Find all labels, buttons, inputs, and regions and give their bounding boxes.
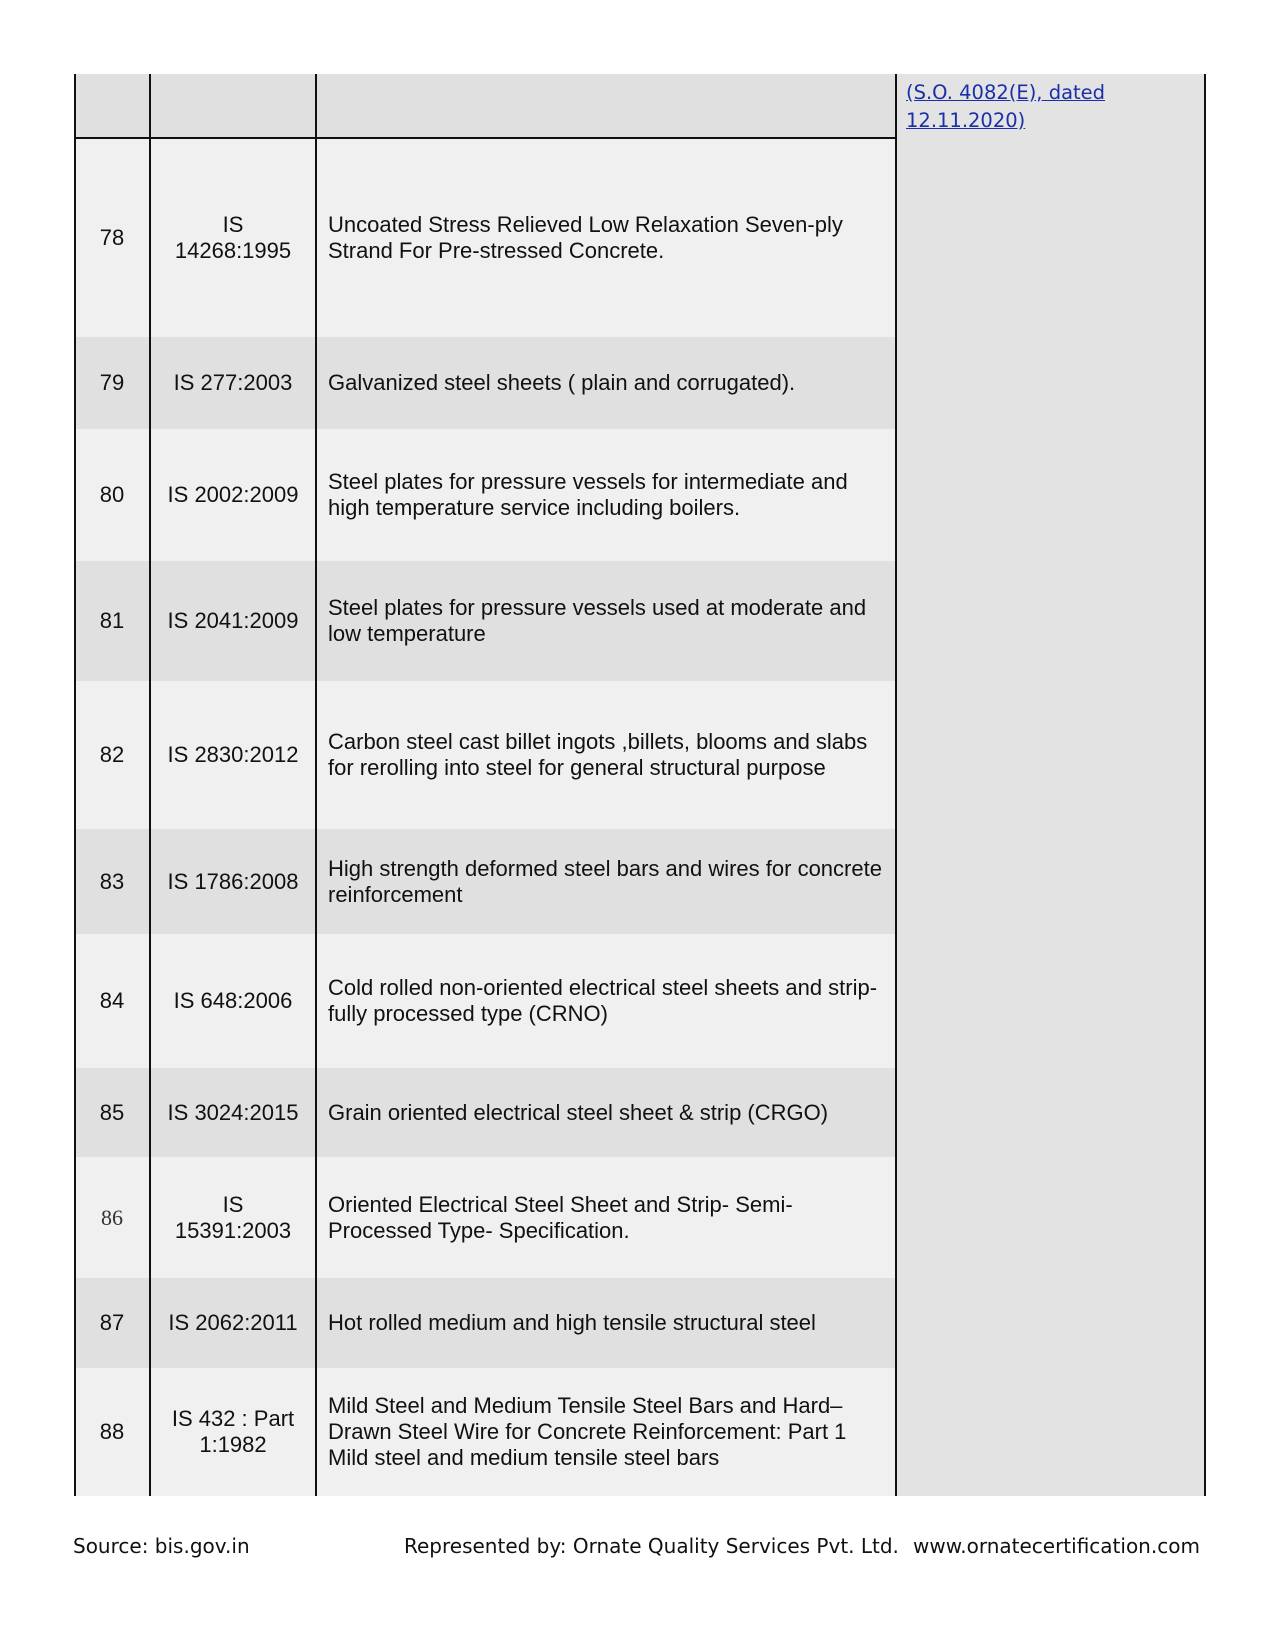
standard-description: Hot rolled medium and high tensile structural steel [328, 1310, 816, 1335]
standard-code: IS 2062:2011 [168, 1310, 298, 1335]
row-number: 86 [101, 1204, 123, 1230]
standard-code: IS 1786:2008 [167, 868, 299, 894]
row-number: 88 [99, 1419, 125, 1444]
row-number: 78 [99, 224, 125, 250]
standard-code: IS 2002:2009 [167, 482, 299, 507]
standard-description: Cold rolled non-oriented electrical steel sheets and strip-fully processed type (CRNO) [328, 975, 878, 1026]
table-row [74, 1278, 896, 1368]
footer-website: www.ornatecertification.com [913, 1534, 1200, 1558]
standard-description: Mild Steel and Medium Tensile Steel Bars and Hard–Drawn Steel Wire for Concrete Reinforcement: Part 1 Mild steel and medium tensile steel bars [328, 1393, 847, 1470]
table-border-left [74, 74, 76, 1496]
table-row [74, 829, 896, 934]
row-number: 83 [99, 868, 125, 894]
table-row [74, 561, 896, 681]
standard-description: Steel plates for pressure vessels for intermediate and high temperature service including boilers. [328, 469, 848, 520]
standard-description: Galvanized steel sheets ( plain and corrugated). [328, 370, 796, 395]
table-border-right [1204, 74, 1206, 1496]
table-row [74, 337, 896, 429]
standard-description: Oriented Electrical Steel Sheet and Strip- Semi-Processed Type- Specification. [328, 1191, 793, 1243]
footer-source: Source: bis.gov.in [73, 1534, 250, 1558]
table-row [74, 138, 896, 337]
table-row [74, 429, 896, 561]
gazette-column [896, 74, 1205, 1496]
row-number: 87 [99, 1310, 125, 1335]
row-number: 82 [99, 742, 125, 767]
column-divider [895, 74, 897, 1496]
standard-description: Uncoated Stress Relieved Low Relaxation Seven-ply Strand For Pre-stressed Concrete. [328, 211, 843, 263]
gazette-notification-link[interactable]: (S.O. 4082(E), dated 12.11.2020) [906, 81, 1106, 132]
table-row [74, 1157, 896, 1278]
column-divider [149, 74, 151, 1496]
column-divider [315, 74, 317, 1496]
standard-description: High strength deformed steel bars and wires for concrete reinforcement [328, 855, 882, 907]
row-number: 81 [99, 608, 125, 633]
standard-code: IS 2830:2012 [167, 742, 299, 767]
row-number: 79 [99, 370, 125, 395]
standard-code: IS 3024:2015 [167, 1099, 299, 1125]
table-row-continued [74, 74, 896, 138]
table-row [74, 1068, 896, 1157]
standard-code: IS 15391:2003 [174, 1191, 292, 1243]
table-row [74, 934, 896, 1068]
standard-code: IS 2041:2009 [167, 608, 299, 633]
row-number: 85 [99, 1099, 125, 1125]
standard-code: IS 648:2006 [173, 988, 293, 1013]
standard-description: Steel plates for pressure vessels used at moderate and low temperature [328, 595, 867, 646]
standards-table [74, 74, 1207, 1496]
row-number: 84 [99, 988, 125, 1013]
standard-description: Grain oriented electrical steel sheet & strip (CRGO) [328, 1099, 829, 1125]
row-divider [74, 137, 897, 139]
table-row [74, 1368, 896, 1496]
standard-description: Carbon steel cast billet ingots ,billets, blooms and slabs for rerolling into steel for general structural purpose [328, 729, 868, 780]
standard-code: IS 432 : Part 1:1982 [171, 1406, 295, 1457]
standard-code: IS 14268:1995 [174, 211, 292, 263]
footer-represented-by: Represented by: Ornate Quality Services Pvt. Ltd. [404, 1534, 899, 1558]
row-number: 80 [99, 482, 125, 507]
standard-code: IS 277:2003 [173, 370, 293, 395]
table-row [74, 681, 896, 829]
